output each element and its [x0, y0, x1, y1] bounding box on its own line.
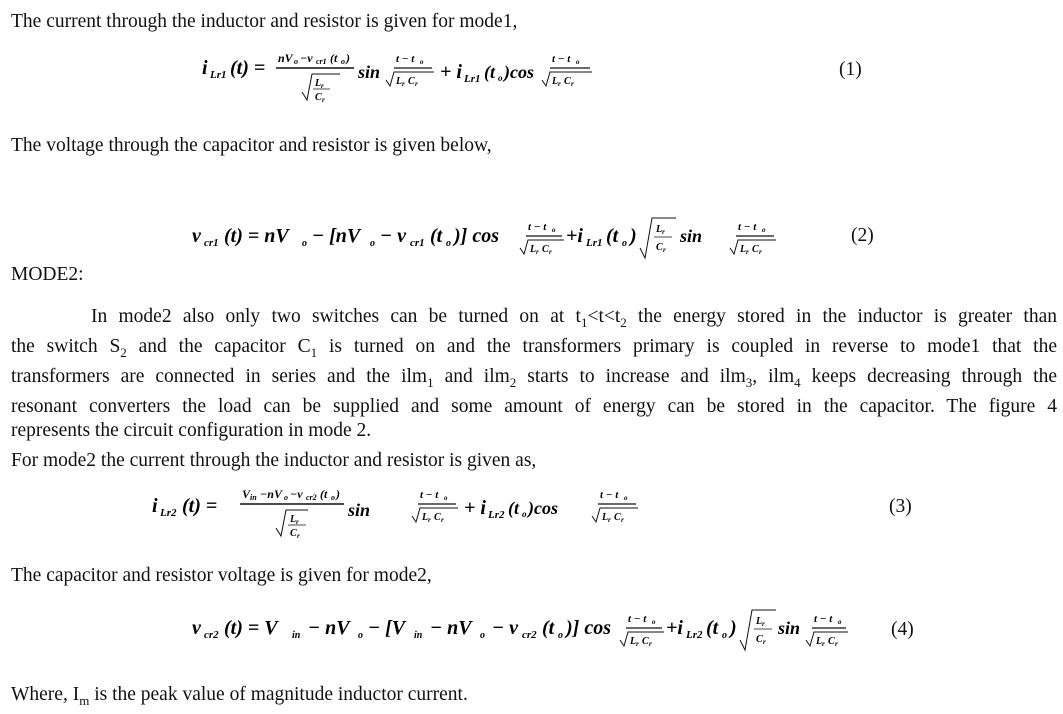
svg-text:+ i: + i — [440, 61, 462, 83]
svg-text:cr1: cr1 — [410, 237, 425, 249]
svg-text:−nV: −nV — [260, 487, 282, 501]
svg-text:r: r — [663, 246, 666, 254]
svg-text:− v: − v — [380, 225, 406, 247]
svg-text:o: o — [552, 226, 556, 234]
svg-text:−v: −v — [290, 487, 303, 501]
equation-2 — [190, 210, 790, 270]
equation-4 — [190, 602, 850, 662]
svg-text:): ) — [730, 617, 737, 639]
equation-3-number: (3) — [889, 496, 912, 517]
svg-text:(t: (t — [542, 617, 555, 639]
paragraph-mode2-description — [11, 305, 1057, 443]
svg-text:): ) — [336, 487, 340, 501]
svg-text:t − t: t − t — [528, 221, 547, 233]
svg-text:r: r — [536, 248, 539, 256]
svg-text:L: L — [422, 512, 429, 523]
svg-text:o: o — [480, 630, 485, 641]
svg-text:cr2: cr2 — [522, 629, 537, 641]
svg-text:t − t: t − t — [814, 613, 833, 625]
svg-text:r: r — [608, 516, 611, 524]
equation-4-number: (4) — [891, 619, 914, 640]
svg-text:t − t: t − t — [552, 53, 571, 65]
svg-text:r: r — [662, 228, 665, 236]
body-line-1: In mode2 also only two switches can be turned on at $t_1<t<t_2$ the energy stored in the inductor is greater than — [91, 306, 1057, 330]
svg-text:r: r — [621, 516, 624, 524]
svg-text:): ) — [346, 51, 350, 65]
svg-text:C: C — [656, 242, 663, 253]
svg-text:+ i: + i — [464, 497, 486, 519]
svg-text:L: L — [816, 636, 823, 647]
svg-text:nV: nV — [278, 51, 293, 65]
section-heading-mode2: MODE2: — [11, 264, 84, 285]
svg-text:r: r — [822, 640, 825, 648]
svg-text:r: r — [322, 96, 325, 104]
svg-text:Lr1: Lr1 — [464, 73, 481, 85]
svg-text:r: r — [762, 620, 765, 628]
svg-text:o: o — [722, 630, 727, 641]
svg-text:L: L — [756, 616, 763, 627]
svg-text:o: o — [762, 226, 766, 234]
svg-text:Lr1: Lr1 — [586, 237, 603, 249]
svg-text:o: o — [444, 494, 448, 502]
svg-text:o: o — [652, 618, 656, 626]
svg-text:cr1: cr1 — [204, 237, 219, 249]
svg-text:V: V — [242, 487, 251, 501]
svg-text:+i: +i — [666, 617, 683, 639]
svg-text:v: v — [192, 617, 201, 639]
svg-text:− v: − v — [492, 617, 518, 639]
svg-text:(t: (t — [430, 225, 443, 247]
svg-text:)cos: )cos — [528, 498, 558, 518]
svg-text:r: r — [415, 80, 418, 88]
svg-text:o: o — [558, 630, 563, 641]
svg-text:o: o — [370, 238, 375, 249]
svg-text:o: o — [498, 73, 503, 83]
svg-text:+i: +i — [566, 225, 583, 247]
svg-text:C: C — [614, 512, 621, 523]
svg-text:o: o — [331, 493, 335, 502]
svg-text:o: o — [522, 509, 527, 519]
svg-text:r: r — [549, 248, 552, 256]
svg-text:(t: (t — [484, 62, 495, 82]
svg-text:C: C — [315, 92, 322, 103]
svg-text:L: L — [740, 244, 747, 255]
svg-text:o: o — [622, 238, 627, 249]
svg-text:L: L — [602, 512, 609, 523]
svg-text:i: i — [152, 495, 158, 517]
svg-text:cr2: cr2 — [204, 629, 219, 641]
svg-text:sin: sin — [778, 618, 801, 638]
svg-text:Lr2: Lr2 — [686, 629, 703, 641]
svg-text:o: o — [624, 494, 628, 502]
svg-text:t − t: t − t — [396, 53, 415, 65]
svg-text:t − t: t − t — [738, 221, 757, 233]
svg-text:in: in — [292, 630, 301, 641]
svg-text:(t: (t — [508, 498, 519, 518]
svg-text:t − t: t − t — [420, 489, 439, 501]
svg-text:− nV: − nV — [430, 617, 472, 639]
svg-text:o: o — [576, 58, 580, 66]
svg-text:r: r — [402, 80, 405, 88]
svg-text:r: r — [636, 640, 639, 648]
equation-3 — [150, 480, 670, 544]
body-line-2: the switch $S_2$ and the capacitor $C_1$ is turned on and the transformers primary is coupled in reverse to mode1 that the — [11, 335, 1057, 360]
svg-text:v: v — [192, 225, 201, 247]
svg-text:sin: sin — [680, 226, 703, 246]
svg-text:cr1: cr1 — [316, 57, 327, 66]
svg-text:o: o — [420, 58, 424, 66]
svg-text:Lr1: Lr1 — [210, 69, 227, 81]
svg-text:− nV: − nV — [308, 617, 350, 639]
paragraph-mode2-voltage: The capacitor and resistor voltage is given for mode2, — [11, 565, 432, 586]
svg-text:r: r — [428, 516, 431, 524]
svg-text:−v: −v — [300, 51, 313, 65]
equation-1-number: (1) — [839, 59, 862, 80]
equation-1 — [200, 44, 670, 108]
svg-text:in: in — [250, 493, 257, 502]
svg-text:(t: (t — [330, 51, 338, 65]
body-line-3: transformers are connected in series and the ilm$_1$ and ilm$_2$ starts to increase and ilm$_3$, ilm$_4$ keeps decreasing through the — [11, 365, 1057, 390]
svg-text:i: i — [202, 57, 208, 79]
svg-text:L: L — [315, 78, 322, 89]
svg-text:C: C — [564, 76, 571, 87]
svg-text:C: C — [756, 634, 763, 645]
svg-text:− [nV: − [nV — [312, 225, 361, 247]
equation-2-number: (2) — [851, 225, 874, 246]
svg-text:r: r — [558, 80, 561, 88]
paragraph-mode1-voltage: The voltage through the capacitor and resistor is given below, — [11, 135, 492, 156]
svg-text:(t: (t — [320, 487, 328, 501]
svg-text:(t) = nV: (t) = nV — [224, 225, 289, 247]
svg-text:r: r — [296, 518, 299, 526]
svg-text:r: r — [746, 248, 749, 256]
svg-text:L: L — [552, 76, 559, 87]
svg-text:r: r — [297, 532, 300, 540]
svg-text:r: r — [441, 516, 444, 524]
svg-text:t − t: t − t — [628, 613, 647, 625]
svg-text:sin: sin — [358, 62, 381, 82]
svg-text:C: C — [542, 244, 549, 255]
svg-text:r: r — [321, 82, 324, 90]
svg-text:)] cos: )] cos — [566, 617, 611, 639]
body-line-4: resonant converters the load can be supplied and some amount of energy can be stored in the capacitor. The figure 4 — [11, 395, 1057, 417]
svg-text:o: o — [446, 238, 451, 249]
svg-text:t − t: t − t — [600, 489, 619, 501]
body-line-5: represents the circuit configuration in mode 2. — [11, 419, 372, 441]
svg-text:)cos: )cos — [504, 62, 534, 82]
svg-text:o: o — [341, 57, 345, 66]
svg-text:C: C — [642, 636, 649, 647]
svg-text:r: r — [835, 640, 838, 648]
svg-text:C: C — [434, 512, 441, 523]
svg-text:(t) = V: (t) = V — [224, 617, 278, 639]
svg-text:cr2: cr2 — [306, 493, 317, 502]
svg-text:C: C — [408, 76, 415, 87]
svg-text:C: C — [290, 528, 297, 539]
svg-text:o: o — [284, 493, 288, 502]
svg-text:in: in — [414, 630, 423, 641]
svg-text:): ) — [630, 225, 637, 247]
svg-text:L: L — [530, 244, 537, 255]
svg-text:o: o — [294, 57, 298, 66]
svg-text:(t) =: (t) = — [182, 495, 218, 517]
svg-text:L: L — [630, 636, 637, 647]
svg-text:Lr2: Lr2 — [160, 507, 177, 519]
svg-text:(t: (t — [706, 617, 719, 639]
svg-text:r: r — [763, 638, 766, 646]
svg-text:r: r — [649, 640, 652, 648]
svg-text:o: o — [358, 630, 363, 641]
svg-text:Lr2: Lr2 — [488, 509, 505, 521]
svg-text:(t: (t — [606, 225, 619, 247]
svg-text:(t) =: (t) = — [230, 57, 266, 79]
svg-text:sin: sin — [348, 500, 371, 520]
svg-text:L: L — [396, 76, 403, 87]
svg-text:L: L — [290, 514, 297, 525]
svg-text:)] cos: )] cos — [454, 225, 499, 247]
svg-text:r: r — [759, 248, 762, 256]
svg-text:r: r — [571, 80, 574, 88]
svg-text:o: o — [838, 618, 842, 626]
paragraph-mode2-current: For mode2 the current through the inductor and resistor is given as, — [11, 450, 537, 471]
svg-text:C: C — [828, 636, 835, 647]
svg-text:C: C — [752, 244, 759, 255]
svg-text:L: L — [656, 224, 663, 235]
svg-text:o: o — [302, 238, 307, 249]
svg-text:− [V: − [V — [368, 617, 406, 639]
paragraph-mode1-current: The current through the inductor and resistor is given for mode1, — [11, 11, 518, 32]
paragraph-where: Where, $I_m$ is the peak value of magnitude inductor current. — [11, 684, 468, 708]
